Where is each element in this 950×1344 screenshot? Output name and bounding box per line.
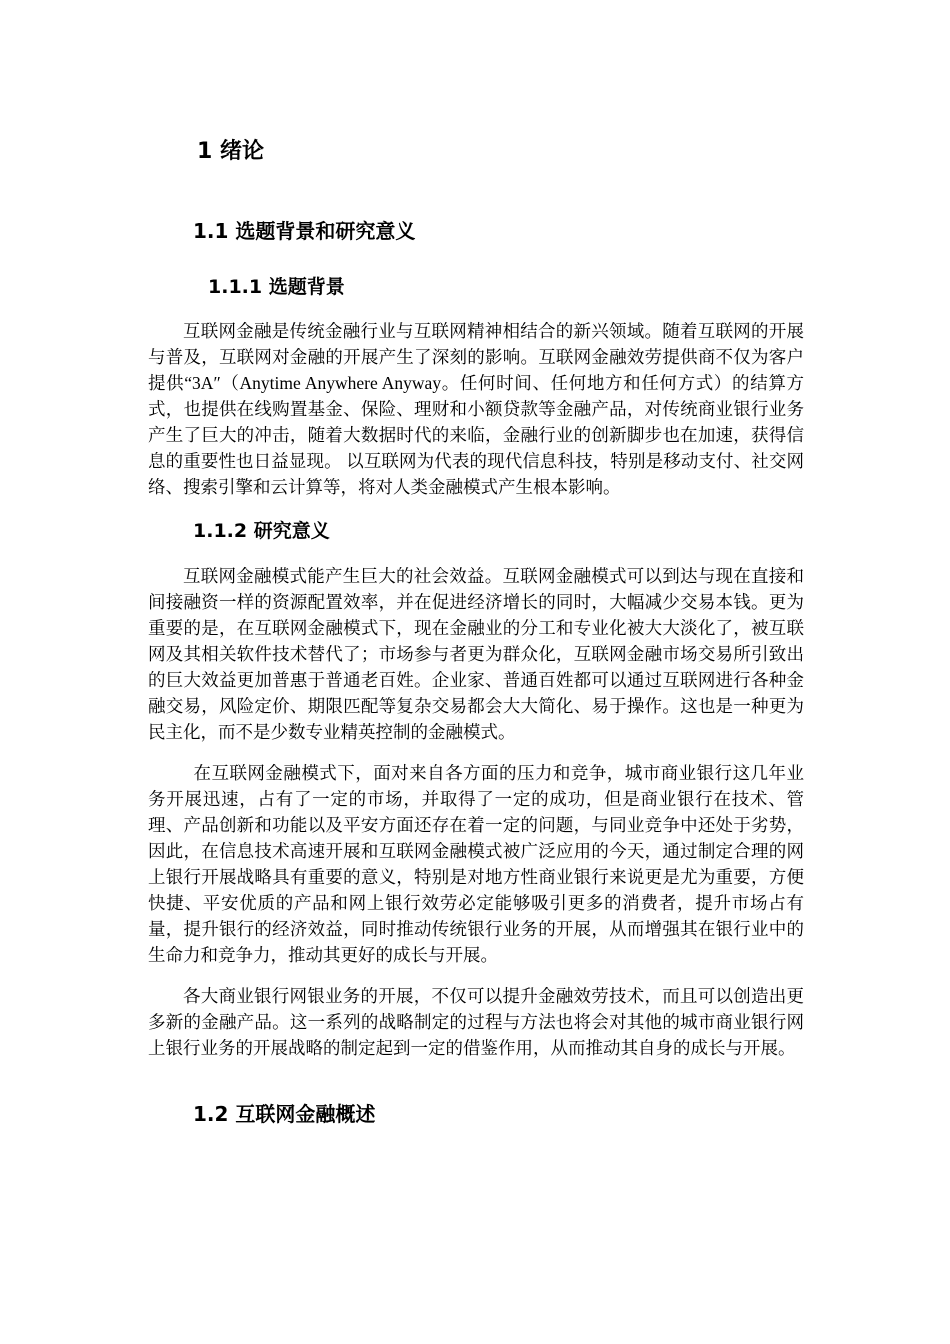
paragraph-significance-2: 在互联网金融模式下，面对来自各方面的压力和竞争，城市商业银行这几年业务开展迅速，占有了一定的市场，并取得了一定的成功，但是商业银行在技术、管理、产品创新和功能以及平安方面还存在着一定的问题，与同业竞争中还处于劣势，因此，在信息技术高速开展和互联网金融模式被广泛应用的今天，通过制定合理的网上银行开展战略具有重要的意义，特别是对地方性商业银行来说更是尤为重要，方便快捷、平安优质的产品和网上银行效劳必定能够吸引更多的消费者，提升市场占有量，提升银行的经济效益，同时推动传统银行业务的开展，从而增强其在银行业中的生命力和竞争力，推动其更好的成长与开展。	[148, 763, 804, 965]
paragraph-background: 互联网金融是传统金融行业与互联网精神相结合的新兴领域。随着互联网的开展与普及，互联网对金融的开展产生了深刻的影响。互联网金融效劳提供商不仅为客户提供“3A″（Anytime Anywhere Anyway。任何时间、任何地方和任何方式）的结算方式，也提供在线购置基金、保险、理财和小额贷款等金融产品，对传统商业银行业务产生了巨大的冲击，随着大数据时代的来临，金融行业的创新脚步也在加速，获得信息的重要性也日益显现。 以互联网为代表的现代信息科技，特别是移动支付、社交网络、搜索引擎和云计算等，将对人类金融模式产生根本影响。	[148, 321, 804, 497]
subsection-heading-1-1-2: 1.1.2 研究意义	[193, 520, 330, 542]
paragraph-significance-1: 互联网金融模式能产生巨大的社会效益。互联网金融模式可以到达与现在直接和间接融资一样的资源配置效率，并在促进经济增长的同时，大幅减少交易本钱。更为重要的是，在互联网金融模式下，现在金融业的分工和专业化被大大淡化了，被互联网及其相关软件技术替代了；市场参与者更为群众化，互联网金融市场交易所引致出的巨大效益更加普惠于普通老百姓。企业家、普通百姓都可以通过互联网进行各种金融交易，风险定价、期限匹配等复杂交易都会大大简化、易于操作。这也是一种更为民主化，而不是少数专业精英控制的金融模式。	[148, 566, 804, 742]
paragraph-significance-3: 各大商业银行网银业务的开展，不仅可以提升金融效劳技术，而且可以创造出更多新的金融产品。这一系列的战略制定的过程与方法也将会对其他的城市商业银行网上银行业务的开展战略的制定起到一定的借鉴作用，从而推动其自身的成长与开展。	[148, 986, 804, 1058]
chapter-heading: 1 绪论	[197, 139, 264, 164]
section-heading-1-2: 1.2 互联网金融概述	[193, 1102, 376, 1126]
section-heading-1-1: 1.1 选题背景和研究意义	[193, 219, 416, 243]
subsection-heading-1-1-1: 1.1.1 选题背景	[208, 276, 345, 298]
